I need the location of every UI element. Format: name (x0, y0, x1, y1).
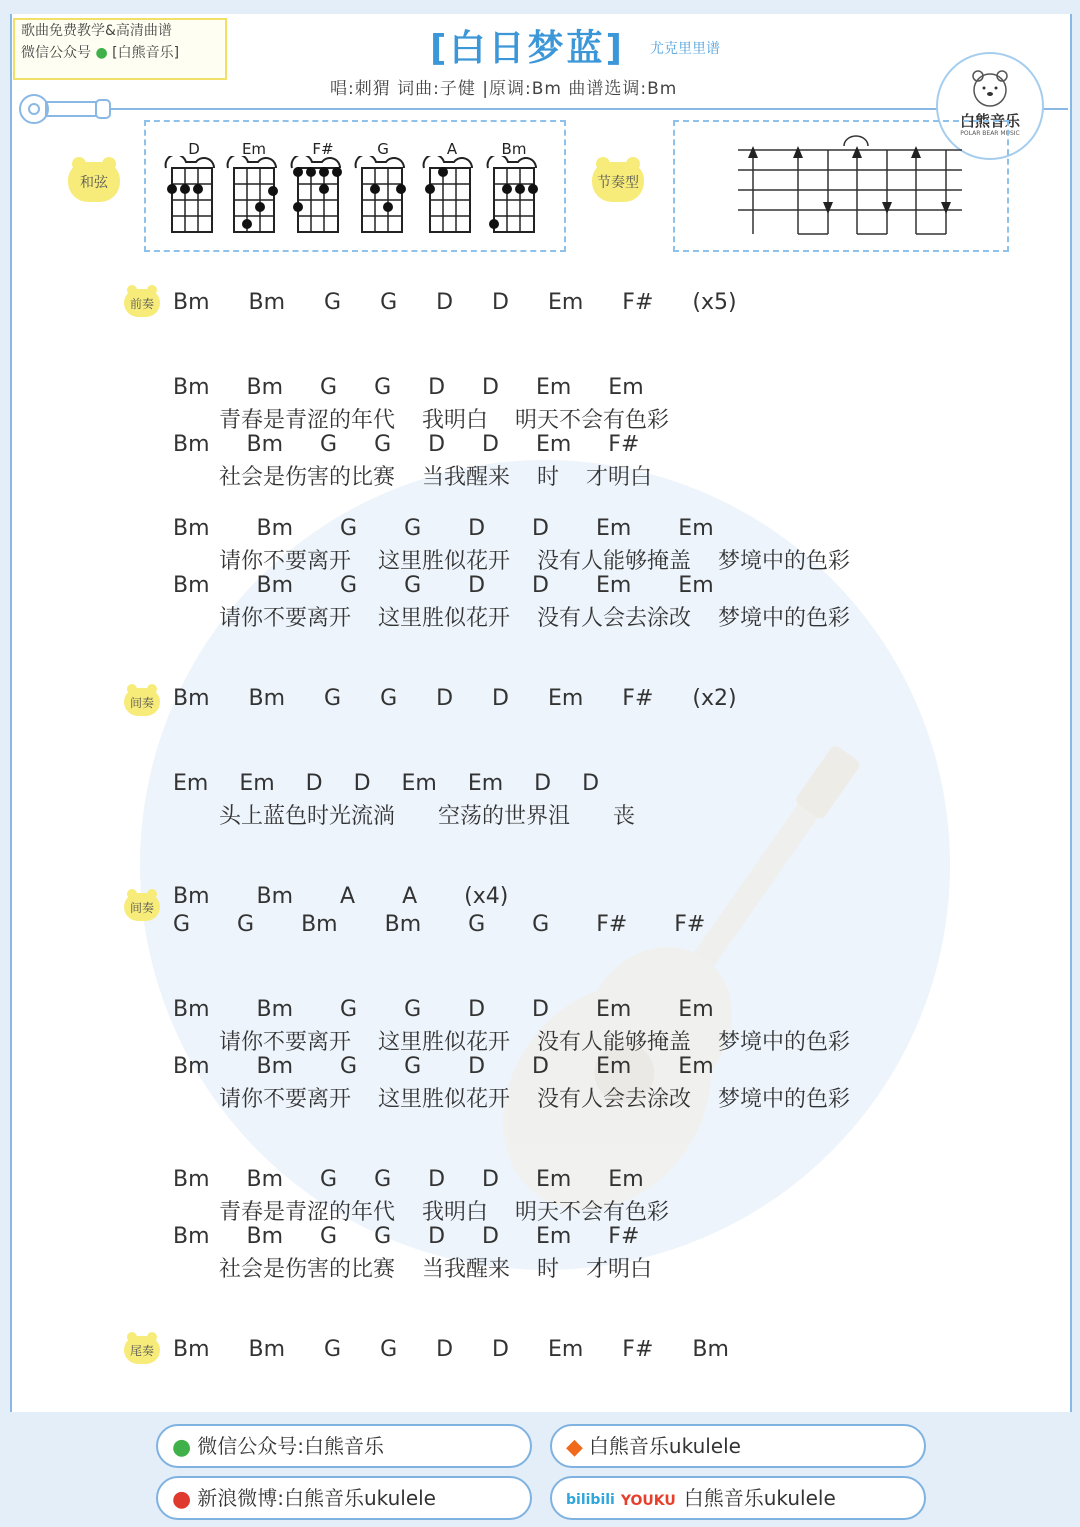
chorus-lyric-line: 请你不要离开 这里胜似花开 没有人会去涂改 梦境中的色彩 (219, 606, 850, 631)
chord-diagram-a (424, 156, 472, 232)
bilibili-icon: bilibili (566, 1491, 615, 1508)
bridge-lyric-line: 头上蓝色时光流淌 空荡的世界沮 丧 (219, 804, 635, 829)
strum-down-icon (823, 150, 833, 234)
verse-lyric-line: 社会是伤害的比赛 当我醒来 时 才明白 (219, 465, 652, 490)
outro-chords: Bm Bm G G D D Em F# Bm (173, 1337, 729, 1362)
chord-diagram-d (166, 156, 214, 232)
section-tag-intro: 前奏 (124, 289, 160, 317)
logo-subtitle: POLAR BEAR MUSIC (960, 130, 1020, 137)
chorus-chord-line: Bm Bm G G D D Em Em (173, 516, 714, 541)
chorus-lyric-line: 请你不要离开 这里胜似花开 没有人会去涂改 梦境中的色彩 (219, 1087, 850, 1112)
chord-diagram-g (356, 156, 406, 232)
chord-diagram-fsharp (292, 156, 342, 232)
verse-chord-line: Bm Bm G G D D Em Em (173, 375, 644, 400)
wechat-icon: ● (172, 1434, 192, 1460)
footer-weibo[interactable]: ● 新浪微博:白熊音乐ukulele (156, 1476, 532, 1520)
strum-down-icon (941, 150, 951, 234)
chord-name: A (446, 140, 458, 158)
weibo-icon: ● (172, 1486, 192, 1512)
interlude-chords: Bm Bm A A (x4) (173, 884, 509, 909)
footer-wechat[interactable]: ● 微信公众号:白熊音乐 (156, 1424, 532, 1468)
chorus-chord-line: Bm Bm G G D D Em Em (173, 1054, 714, 1079)
logo-title: 白熊音乐 (959, 112, 1020, 130)
chord-diagram-em (228, 156, 278, 232)
chorus-chord-line: Bm Bm G G D D Em Em (173, 573, 714, 598)
verse-chord-line: Bm Bm G G D D Em F# (173, 432, 640, 457)
chorus-lyric-line: 请你不要离开 这里胜似花开 没有人能够掩盖 梦境中的色彩 (219, 549, 850, 574)
promo-box (13, 18, 227, 80)
wechat-icon: ● (95, 45, 108, 61)
interlude-chords: Bm Bm G G D D Em F# (x2) (173, 686, 737, 711)
section-tag-outro: 尾奏 (124, 1336, 160, 1364)
promo-line-1: 歌曲免费教学&高清曲谱 (21, 23, 172, 39)
promo-line-2: 微信公众号 ● [白熊音乐] (21, 45, 180, 61)
verse-chord-line: Bm Bm G G D D Em F# (173, 1224, 640, 1249)
interlude-chords: G G Bm Bm G G F# F# (173, 912, 706, 937)
intro-chords: Bm Bm G G D D Em F# (x5) (173, 290, 737, 315)
chord-name: F# (312, 140, 334, 158)
section-tag-interlude: 间奏 (124, 893, 160, 921)
verse-lyric-line: 社会是伤害的比赛 当我醒来 时 才明白 (219, 1257, 652, 1282)
song-title: [白日梦蓝] (430, 28, 625, 69)
chorus-chord-line: Bm Bm G G D D Em Em (173, 997, 714, 1022)
taobao-icon: ◆ (566, 1434, 583, 1460)
footer-bilibili-youku[interactable]: bilibili YOUKU 白熊音乐ukulele (550, 1476, 926, 1520)
chord-diagram-bm (488, 156, 538, 232)
youku-icon: YOUKU (620, 1493, 676, 1509)
polar-bear-icon (968, 64, 1012, 108)
verse-lyric-line: 青春是青涩的年代 我明白 明天不会有色彩 (219, 1200, 669, 1225)
chord-name: G (377, 140, 389, 158)
chord-tag: 和弦 (68, 162, 120, 202)
footer-taobao[interactable]: ◆ 白熊音乐ukulele (550, 1424, 926, 1468)
strum-pattern (730, 130, 970, 240)
verse-lyric-line: 青春是青涩的年代 我明白 明天不会有色彩 (219, 408, 669, 433)
song-credits: 唱:刺猬 词曲:子健 |原调:Bm 曲谱选调:Bm (330, 79, 678, 99)
section-tag-interlude: 间奏 (124, 688, 160, 716)
chord-name: Bm (501, 140, 527, 158)
verse-chord-line: Bm Bm G G D D Em Em (173, 1167, 644, 1192)
chord-name: Em (241, 140, 267, 158)
subtitle: 尤克里里谱 (650, 41, 720, 57)
rhythm-tag: 节奏型 (592, 162, 644, 202)
bridge-chord-line: Em Em D D Em Em D D (173, 771, 600, 796)
chord-name: D (188, 140, 200, 158)
strum-down-icon (882, 150, 892, 234)
chord-diagrams (160, 156, 560, 240)
chorus-lyric-line: 请你不要离开 这里胜似花开 没有人能够掩盖 梦境中的色彩 (219, 1030, 850, 1055)
